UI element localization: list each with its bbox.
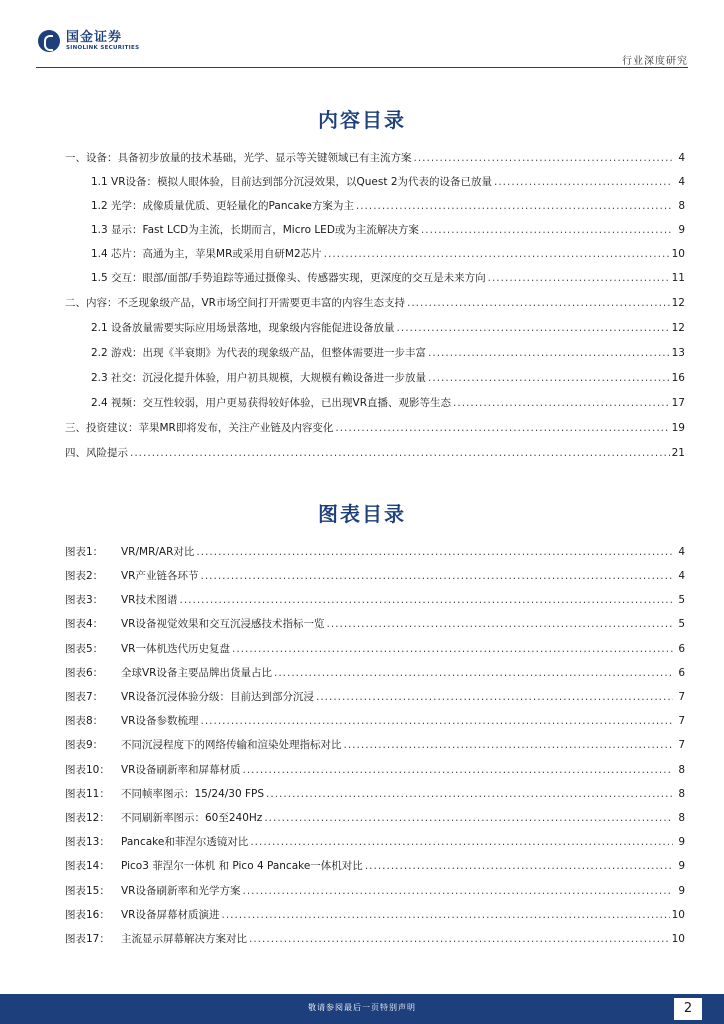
dot-leader: [428, 370, 670, 386]
toc-entry-text: 二、内容：不乏现象级产品，VR市场空间打开需要更丰富的内容生态支持: [65, 297, 405, 309]
figure-entry[interactable]: [65, 616, 685, 632]
dot-leader: [335, 420, 669, 436]
figure-label: 图表15：: [65, 885, 110, 897]
toc-entry[interactable]: [91, 345, 685, 361]
logo-name-cn: 国金证券: [66, 29, 123, 45]
figure-label: 图表14：: [65, 860, 110, 872]
toc-entry-text: 1.4 芯片：高通为主，苹果MR或采用自研M2芯片: [91, 248, 322, 260]
toc-entry-text: 2.4 视频：交互性较弱，用户更易获得较好体验，已出现VR直播、观影等生态: [91, 397, 452, 409]
figure-entry-page: 5: [678, 618, 685, 630]
figure-entry-text: VR设备刷新率和屏幕材质: [121, 764, 241, 776]
toc-entry-page: 4: [678, 152, 685, 164]
toc-entry-text: 一、设备：具备初步放量的技术基础，光学、显示等关键领域已有主流方案: [65, 152, 412, 164]
dot-leader: [242, 883, 673, 899]
toc-entry[interactable]: [91, 198, 685, 214]
logo-name-en: SINOLINK SECURITIES: [66, 44, 140, 51]
figure-entry[interactable]: [65, 834, 685, 850]
figure-entry-page: 4: [678, 546, 685, 558]
figures-title: 图表目录: [318, 502, 406, 526]
toc-entry-page: 11: [671, 272, 685, 284]
toc-entry-page: 17: [671, 397, 685, 409]
toc-entry-page: 21: [671, 447, 685, 459]
toc-entry[interactable]: [91, 222, 685, 238]
dot-leader: [414, 150, 674, 166]
dot-leader: [488, 270, 670, 286]
figure-entry[interactable]: [65, 931, 685, 947]
figure-entry-page: 6: [678, 643, 685, 655]
figure-entry[interactable]: [65, 544, 685, 560]
toc-entry-page: 16: [671, 372, 685, 384]
figure-entry-text: VR技术图谱: [121, 594, 178, 606]
figure-entry-page: 10: [671, 933, 685, 945]
figure-entry-page: 8: [678, 764, 685, 776]
figure-entry-page: 7: [678, 691, 685, 703]
page-header: [0, 0, 724, 70]
toc-entry-page: 13: [671, 347, 685, 359]
figure-entry[interactable]: [65, 568, 685, 584]
report-type-label: 行业深度研究: [622, 56, 688, 67]
toc-entry[interactable]: [65, 150, 685, 166]
figure-entry-page: 8: [678, 788, 685, 800]
figure-label: 图表16：: [65, 909, 110, 921]
toc-entry-text: 2.3 社交：沉浸化提升体验，用户初具规模，大规模有赖设备进一步放量: [91, 372, 427, 384]
figure-label: 图表17：: [65, 933, 110, 945]
figure-entry[interactable]: [65, 786, 685, 802]
figure-entry[interactable]: [65, 883, 685, 899]
company-logo: [38, 30, 139, 52]
figure-entry[interactable]: [65, 907, 685, 923]
figure-label: 图表4：: [65, 618, 104, 630]
dot-leader: [196, 544, 673, 560]
toc-entry-text: 四、风险提示: [65, 447, 128, 459]
figure-label: 图表13：: [65, 836, 110, 848]
dot-leader: [242, 762, 673, 778]
figure-entry-page: 10: [671, 909, 685, 921]
dot-leader: [421, 222, 673, 238]
dot-leader: [249, 931, 670, 947]
figure-entry-page: 9: [678, 885, 685, 897]
header-divider: [36, 67, 688, 68]
figure-label: 图表2：: [65, 570, 104, 582]
dot-leader: [266, 786, 673, 802]
figure-entry-page: 8: [678, 812, 685, 824]
dot-leader: [326, 616, 673, 632]
toc-entry[interactable]: [91, 174, 685, 190]
figure-entry[interactable]: [65, 665, 685, 681]
dot-leader: [397, 320, 670, 336]
figure-label: 图表6：: [65, 667, 104, 679]
toc-entry-page: 4: [678, 176, 685, 188]
figure-entry[interactable]: [65, 737, 685, 753]
dot-leader: [324, 246, 670, 262]
page-number: 2: [674, 998, 702, 1020]
toc-entry[interactable]: [65, 295, 685, 311]
dot-leader: [453, 395, 670, 411]
dot-leader: [250, 834, 673, 850]
toc-entry-text: 1.1 VR设备：模拟人眼体验，目前达到部分沉浸效果，以Quest 2为代表的设备已放量: [91, 176, 492, 188]
figure-entry-page: 5: [678, 594, 685, 606]
toc-entry-text: 1.2 光学：成像质量优质、更轻量化的Pancake方案为主: [91, 200, 354, 212]
figure-entry[interactable]: [65, 810, 685, 826]
figure-entry[interactable]: [65, 762, 685, 778]
toc-entry-text: 2.2 游戏：出现《半衰期》为代表的现象级产品，但整体需要进一步丰富: [91, 347, 427, 359]
figure-entry-page: 9: [678, 836, 685, 848]
toc-entry[interactable]: [65, 445, 685, 461]
figure-entry-text: VR/MR/AR对比: [121, 546, 195, 558]
figure-label: 图表3：: [65, 594, 104, 606]
toc-title: 内容目录: [318, 108, 406, 132]
figure-entry-text: VR产业链各环节: [121, 570, 199, 582]
figure-label: 图表12：: [65, 812, 110, 824]
dot-leader: [274, 665, 673, 681]
figure-entry-text: 主流显示屏幕解决方案对比: [121, 933, 247, 945]
dot-leader: [356, 198, 673, 214]
toc-entry-page: 12: [671, 322, 685, 334]
toc-entry[interactable]: [91, 246, 685, 262]
dot-leader: [407, 295, 670, 311]
figure-label: 图表5：: [65, 643, 104, 655]
figure-label: 图表7：: [65, 691, 104, 703]
figure-entry-text: VR设备视觉效果和交互沉浸感技术指标一览: [121, 618, 325, 630]
toc-entry-text: 三、投资建议：苹果MR即将发布，关注产业链及内容变化: [65, 422, 334, 434]
toc-entry-page: 19: [671, 422, 685, 434]
figure-entry-text: VR设备沉浸体验分级：目前达到部分沉浸: [121, 691, 314, 703]
toc-entry-text: 1.3 显示：Fast LCD为主流，长期而言，Micro LED或为主流解决方案: [91, 224, 419, 236]
figure-entry-text: 不同帧率图示：15/24/30 FPS: [121, 788, 265, 800]
dot-leader: [428, 345, 670, 361]
figure-entry-text: VR设备屏幕材质演进: [121, 909, 220, 921]
figure-entry-page: 7: [678, 739, 685, 751]
page-footer: [0, 994, 724, 1024]
dot-leader: [494, 174, 673, 190]
toc-entry[interactable]: [91, 270, 685, 286]
toc-entry[interactable]: [91, 395, 685, 411]
disclaimer-note: 敬请参阅最后一页特别声明: [308, 1003, 416, 1012]
figure-label: 图表8：: [65, 715, 104, 727]
figure-label: 图表10：: [65, 764, 110, 776]
figure-entry-page: 9: [678, 860, 685, 872]
figure-label: 图表11：: [65, 788, 110, 800]
logo-icon: [38, 30, 60, 52]
dot-leader: [200, 568, 673, 584]
figure-entry-text: 全球VR设备主要品牌出货量占比: [121, 667, 272, 679]
figure-entry-text: VR设备刷新率和光学方案: [121, 885, 241, 897]
figure-entry-page: 7: [678, 715, 685, 727]
figure-entry[interactable]: [65, 858, 685, 874]
dot-leader: [221, 907, 669, 923]
dot-leader: [344, 737, 674, 753]
dot-leader: [365, 858, 673, 874]
figure-entry[interactable]: [65, 713, 685, 729]
figure-entry-text: 不同沉浸程度下的网络传输和渲染处理指标对比: [121, 739, 342, 751]
dot-leader: [130, 445, 670, 461]
figure-entry[interactable]: [65, 689, 685, 705]
dot-leader: [316, 689, 673, 705]
figure-label: 图表9：: [65, 739, 104, 751]
toc-entry-page: 10: [671, 248, 685, 260]
figure-label: 图表1：: [65, 546, 104, 558]
toc-entry-page: 8: [678, 200, 685, 212]
figure-entry[interactable]: [65, 592, 685, 608]
toc-entry-page: 9: [678, 224, 685, 236]
figure-entry-text: VR一体机迭代历史复盘: [121, 643, 230, 655]
figure-entry-text: Pancake和菲涅尔透镜对比: [121, 836, 249, 848]
dot-leader: [179, 592, 673, 608]
toc-entry-text: 2.1 设备放量需要实际应用场景落地，现象级内容能促进设备放量: [91, 322, 395, 334]
figure-entry-page: 6: [678, 667, 685, 679]
dot-leader: [264, 810, 673, 826]
dot-leader: [200, 713, 673, 729]
toc-entry[interactable]: [65, 420, 685, 436]
toc-entry[interactable]: [91, 320, 685, 336]
figure-entry-page: 4: [678, 570, 685, 582]
figure-entry-text: 不同刷新率图示：60至240Hz: [121, 812, 263, 824]
toc-entry-text: 1.5 交互：眼部/面部/手势追踪等通过摄像头、传感器实现，更深度的交互是未来方向: [91, 272, 486, 284]
figure-entry[interactable]: [65, 641, 685, 657]
dot-leader: [232, 641, 673, 657]
figure-entry-text: VR设备参数梳理: [121, 715, 199, 727]
toc-entry-page: 12: [671, 297, 685, 309]
toc-entry[interactable]: [91, 370, 685, 386]
figure-entry-text: Pico3 菲涅尔一体机 和 Pico 4 Pancake一体机对比: [121, 860, 363, 872]
